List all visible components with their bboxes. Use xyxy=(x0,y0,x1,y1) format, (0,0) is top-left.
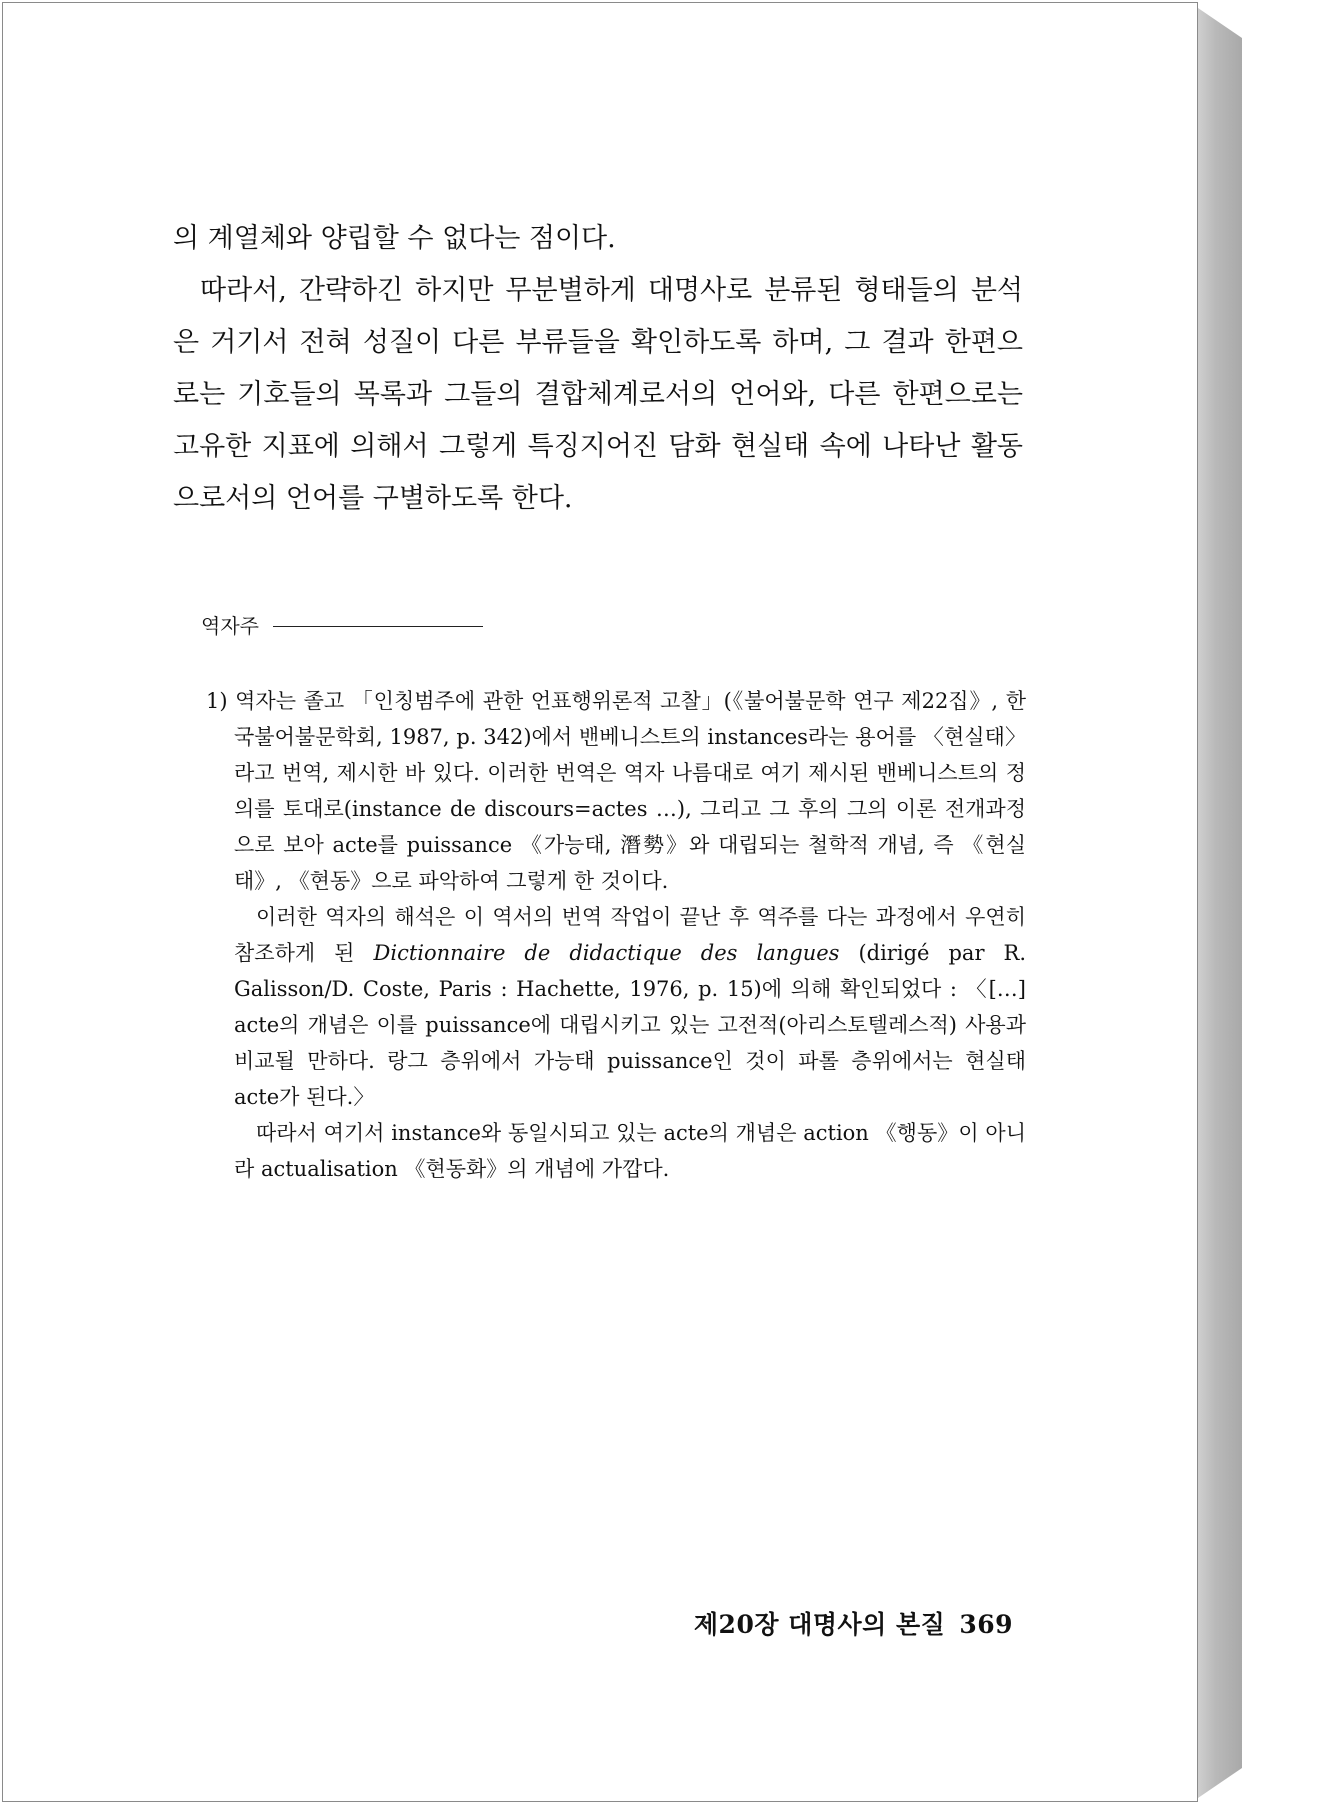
chapter-title: 제20장 대명사의 본질 xyxy=(693,1610,946,1639)
body-paragraph-continuation: 의 계열체와 양립할 수 없다는 점이다. xyxy=(173,223,616,254)
page-edge xyxy=(1198,8,1242,1798)
note-1: 1) 역자는 졸고 「인칭범주에 관한 언표행위론적 고찰」(《불어불문학 연구 제22집》, 한국불어불문학회, 1987, p. 342)에서 밴베니스트의 instances라는 용어를 〈현실태〉라고 번역, 제시한 바 있다. 이러한 번역은 역자 나름대로 여기 제시된 밴베니스트의 정의를 토대로(instance de discours=actes …), 그리고 그 후의 그의 이론 전개과정으로 보아 acte를 puissance 《가능태, 潛勢》와 대립되는 철학적 개념, 즉 《현실태》, 《현동》으로 파악하여 그렇게 한 것이다. xyxy=(206,689,1026,893)
note-1-paragraph-2 xyxy=(206,899,1026,1115)
main-text xyxy=(173,213,1023,525)
translator-notes xyxy=(206,683,1026,1187)
book-page xyxy=(2,2,1198,1802)
page-number: 369 xyxy=(959,1610,1013,1639)
cited-title: Dictionnaire de didactique des langues xyxy=(373,941,840,965)
translator-notes-heading xyxy=(201,611,483,641)
note-text: (dirigé par R. Galisson/D. Coste, Paris : Hachette, 1976, p. 15)에 의해 확인되었다 : 〈[…] acte의 개념은 이를 puissance에 대립시키고 있는 고전적(아리스토텔레스적) 사용과 비교될 만하다. 랑그 층위에서 가능태 puissance인 것이 파롤 층위에서는 현실태 acte가 된다.〉 xyxy=(234,941,1027,1109)
note-text: 이러한 역자의 해석은 이 역서의 번역 작업이 끝난 후 역주를 다는 과정에서 우연히 참조하게 된 xyxy=(234,905,1026,965)
note-1-paragraph-3: 따라서 여기서 instance와 동일시되고 있는 acte의 개념은 action 《행동》이 아니라 actualisation 《현동화》의 개념에 가깝다. xyxy=(234,1121,1026,1181)
notes-heading-label: 역자주 xyxy=(201,614,259,638)
running-footer xyxy=(683,1607,1013,1643)
notes-heading-rule xyxy=(273,626,483,627)
body-paragraph: 따라서, 간략하긴 하지만 무분별하게 대명사로 분류된 형태들의 분석은 거기서 전혀 성질이 다른 부류들을 확인하도록 하며, 그 결과 한편으로는 기호들의 목록과 그들의 결합체계로서의 언어와, 다른 한편으로는 고유한 지표에 의해서 그렇게 특징지어진 담화 현실태 속에 나타난 활동으로서의 언어를 구별하도록 한다. xyxy=(173,275,1023,514)
